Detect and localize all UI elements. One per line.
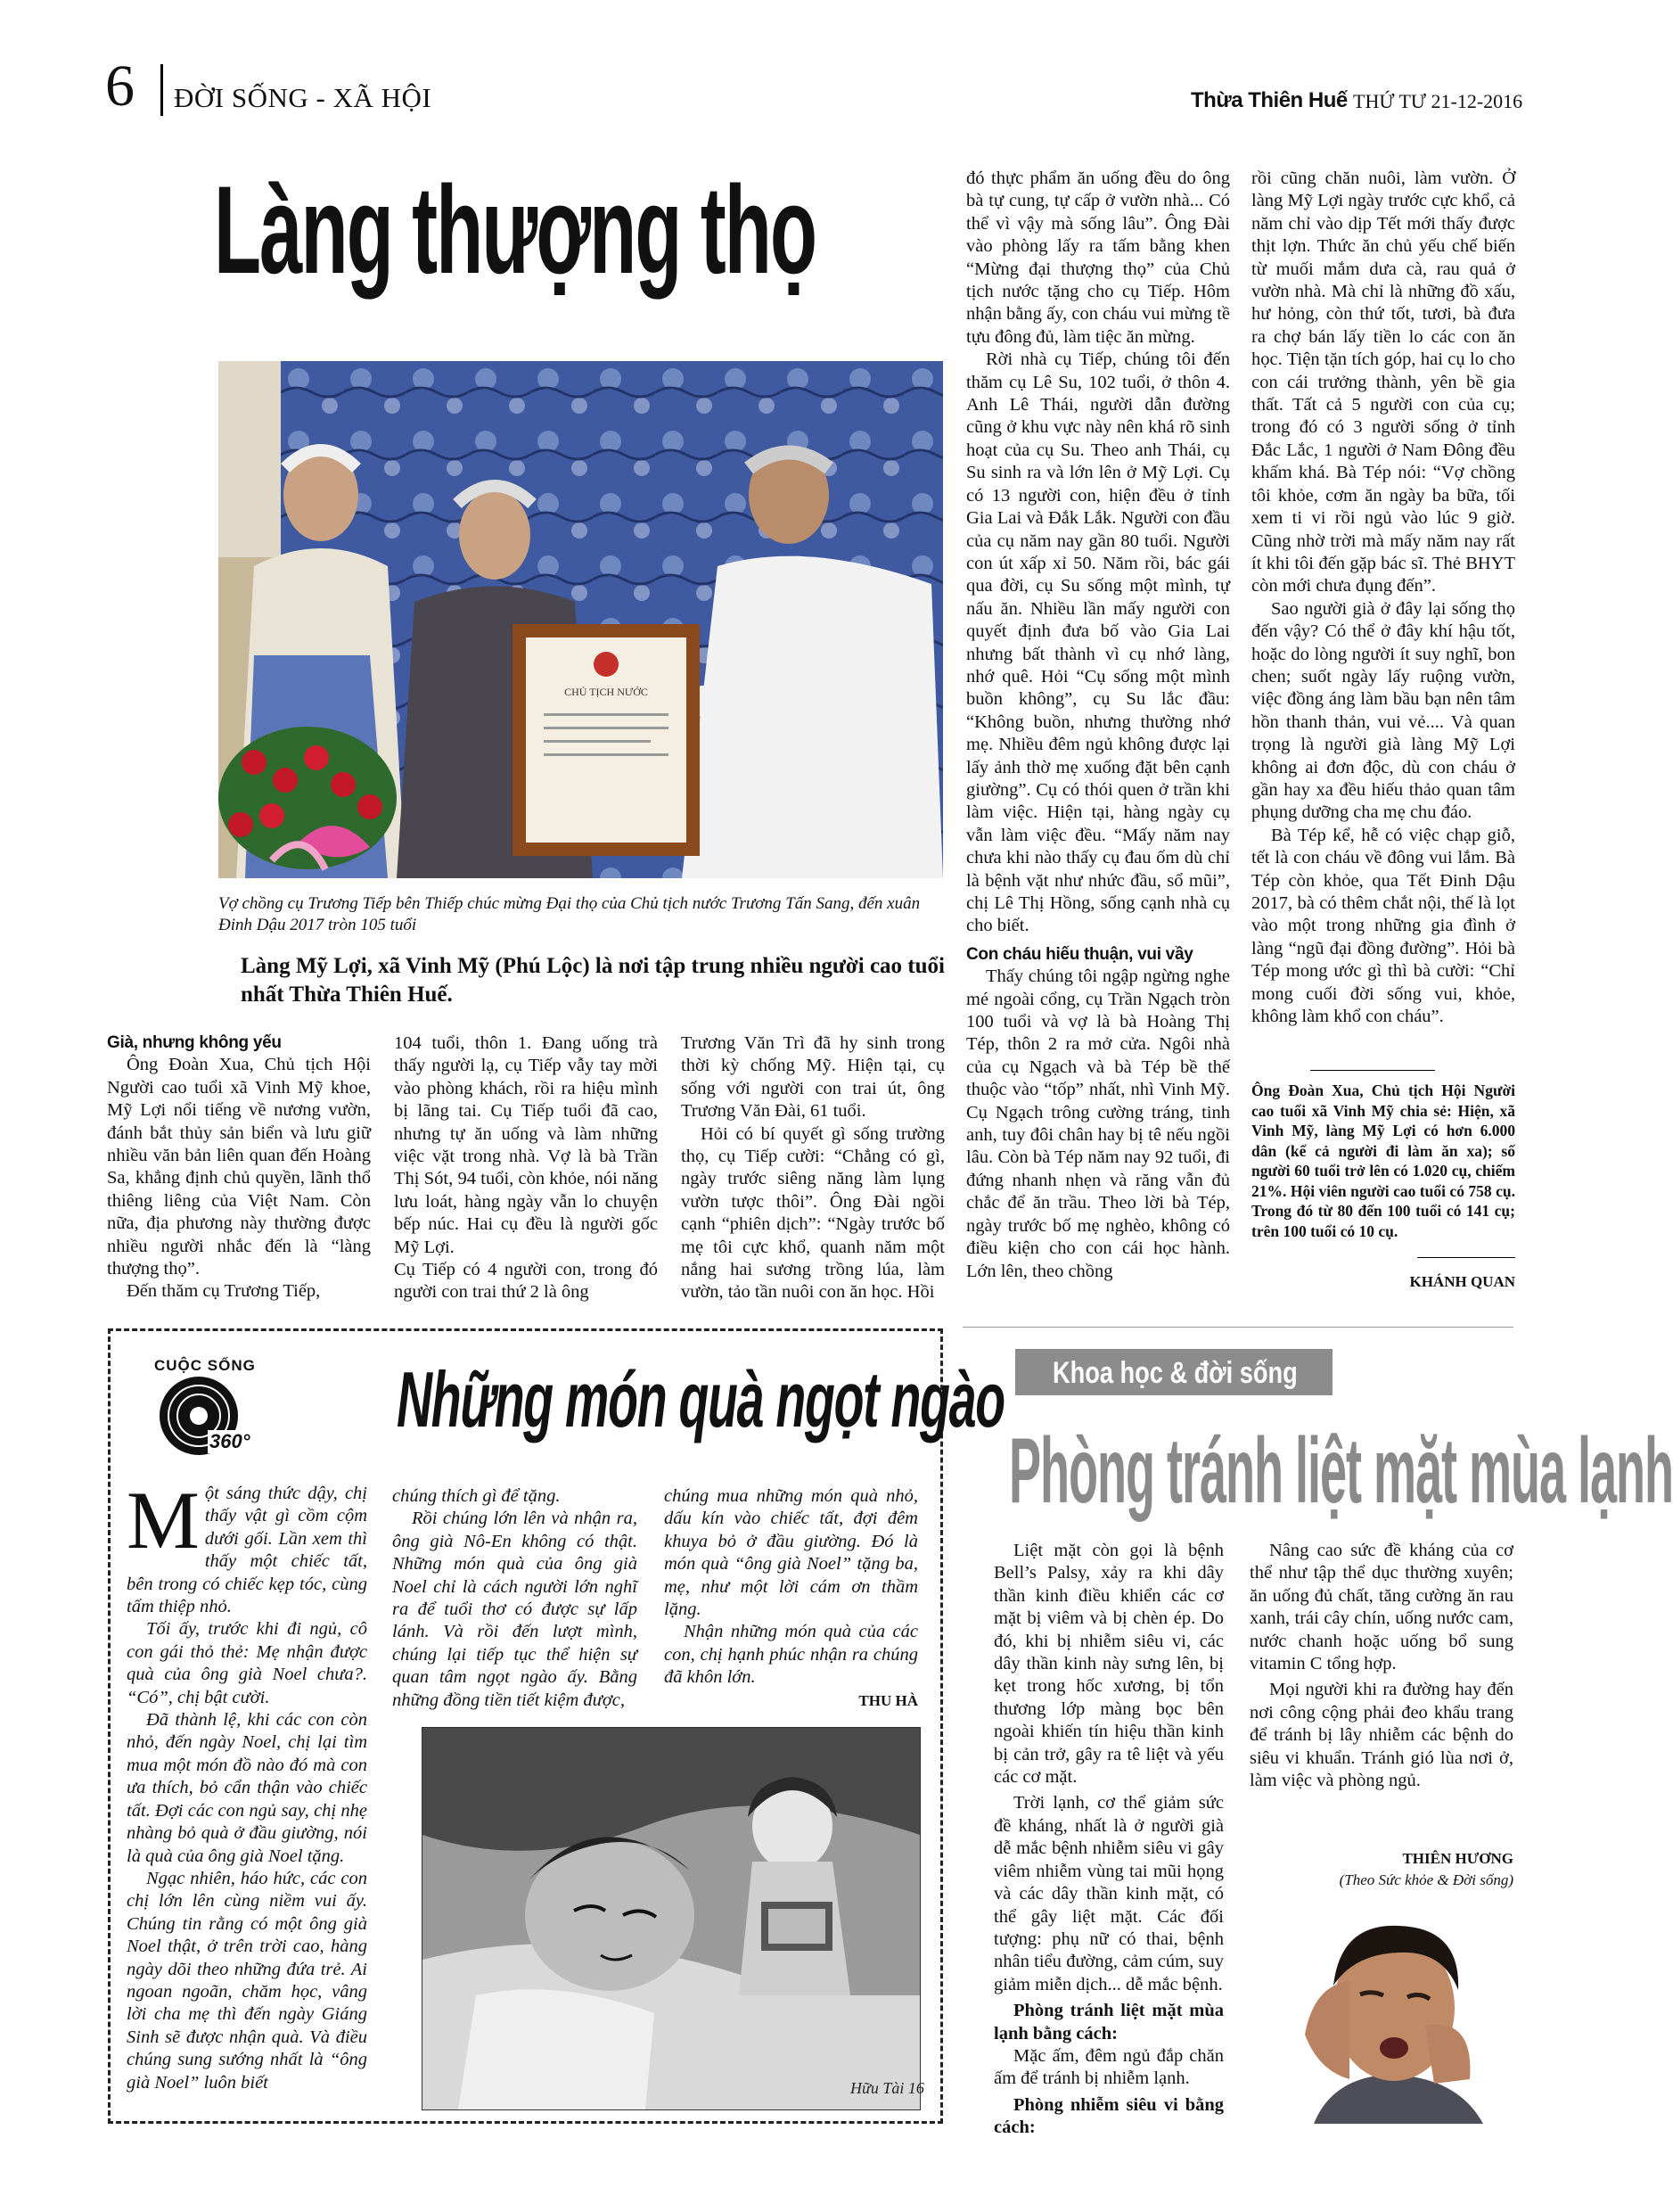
- logo-bottom-text: 360°: [209, 1430, 250, 1452]
- logo-top-text: CUỘC SỐNG: [154, 1357, 256, 1374]
- elderly-couple-photo: [218, 361, 943, 878]
- science-title: Phòng tránh liệt mặt mùa lạnh: [1009, 1419, 1673, 1523]
- lead-paragraph: Làng Mỹ Lợi, xã Vinh Mỹ (Phú Lộc) là nơi tập trung nhiều người cao tuổi nhất Thừa Thiên Huế.: [241, 954, 945, 1007]
- mother-child-illustration: [422, 1728, 924, 2109]
- section-label-text: Khoa học & đời sống: [1053, 1356, 1298, 1390]
- bold-heading: Phòng nhiễm siêu vi bằng cách:: [994, 2094, 1224, 2138]
- drop-cap: M: [127, 1475, 200, 1566]
- paragraph: Rồi chúng lớn lên và nhận ra, ông già Nô-En không có thật. Những món quà của ông già Noel chỉ là cách người lớn nghĩ ra để tuổi thơ có được sự lấp lánh. Và rồi đến lượt mình, chúng lại tiếp tục thể hiện sự quan tâm ngọt ngào ấy. Bằng những đồng tiền tiết kiệm được,: [392, 1509, 637, 1710]
- paragraph: 104 tuổi, thôn 1. Đang uống trà thấy người lạ, cụ Tiếp vẫy tay mời vào phòng khách, rồi ra hiệu mình bị lãng tai. Cụ Tiếp tuổi đã cao, nhưng tự ăn uống và làm những việc vặt trong nhà. Vợ là bà Trần Thị Sót, 94 tuổi, còn khỏe, nói năng lưu loát, hàng ngày vẫn lo chuyện bếp núc. Hai cụ đều là người gốc Mỹ Lợi.: [394, 1033, 658, 1257]
- story-title: Những món quà ngọt ngào: [397, 1355, 1005, 1443]
- main-col-5: [1251, 168, 1515, 1028]
- main-photo: [218, 361, 943, 878]
- paragraph: Tối ấy, trước khi đi ngủ, cô con gái thỏ thẻ: Mẹ nhận được quà của ông già Noel chưa?. “Có”, chị bật cười.: [127, 1619, 367, 1707]
- science-source: (Theo Sức khỏe & Đời sống): [1339, 1871, 1513, 1888]
- paragraph: Mặc ấm, đêm ngủ đắp chăn ấm để tránh bị nhiễm lạnh.: [994, 2045, 1224, 2089]
- science-photo: [1251, 1901, 1515, 2124]
- page-header: [0, 0, 1606, 120]
- paragraph: Ngạc nhiên, háo hức, các con chị lớn lên cùng niềm vui ấy. Chúng tin rằng có một ông già Noel thật, ở trên trời cao, hàng ngày dõi theo những đứa trẻ. Ai ngoan ngoãn, chăm học, vâng lời cha mẹ thì đến ngày Giáng Sinh sẽ được nhận quà. Và điều chúng sung sướng nhất là “ông già Noel” luôn biết: [127, 1868, 367, 2093]
- science-author: THIÊN HƯƠNG: [1402, 1850, 1513, 1867]
- paragraph: Hỏi có bí quyết gì sống trường thọ, cụ Tiếp cười: “Chẳng có gì, ngày trước siêng năng làm lụng vườn tược thôi”. Ông Đài ngồi cạnh “phiên dịch”: “Ngày trước bố mẹ tôi cực khổ, quanh năm một nắng hai sương trồng lúa, làm vườn, tảo tần nuôi con ăn học. Hồi: [681, 1123, 945, 1303]
- paragraph: đó thực phẩm ăn uống đều do ông bà tự cung, tự cấp ở vườn nhà... Có thể vì vậy mà sống lâu”. Ông Đài vào phòng lấy ra tấm bằng khen “Mừng đại thượng thọ” của Chủ tịch nước tặng cho cụ Tiếp. Hôm nhận bằng ấy, con cháu vui mừng tề tựu đông đủ, làm tiệc ăn mừng.: [966, 169, 1230, 347]
- page-number: 6: [105, 53, 135, 119]
- paragraph: chúng thích gì để tặng.: [392, 1486, 561, 1506]
- paragraph: rồi cũng chăn nuôi, làm vườn. Ở làng Mỹ Lợi ngày trước cực khổ, cả năm chỉ vào dịp Tết mới thấy được thịt lợn. Thức ăn chủ yếu chế biến từ muối mắm dưa cà, rau quả ở vườn nhà. Mà chỉ là những đồ xấu, hư hỏng, còn thứ tốt, tươi, bà đưa ra chợ bán lấy tiền lo các con ăn học. Tiện tặn tích góp, hai cụ lo cho con cái trưởng thành, yên bề gia thất. Tất cả 5 người con của cụ; trong đó có 3 người sống ở tỉnh Đắc Lắc, 1 người ở Nam Đông đều khấm khá. Bà Tép nói: “Vợ chồng tôi khỏe, cơm ăn ngày ba bữa, tối xem ti vi rồi ngủ vào lúc 9 giờ. Cũng nhờ trời mà mấy năm nay rất ít khi tôi đến gặp bác sĩ. Thẻ BHYT còn mới chưa đụng đến”.: [1251, 169, 1515, 596]
- bold-heading: Phòng tránh liệt mặt mùa lạnh bằng cách:: [994, 2001, 1224, 2043]
- story-col-3: [664, 1485, 918, 1690]
- story-col-2: [392, 1485, 637, 1712]
- photo-caption: Vợ chồng cụ Trương Tiếp bên Thiếp chúc mừng Đại thọ của Chủ tịch nước Trương Tấn Sang, đến xuân Đinh Dậu 2017 tròn 105 tuổi: [218, 894, 921, 934]
- section-divider: [963, 1327, 1513, 1328]
- main-headline: Làng thượng thọ: [214, 160, 816, 300]
- story-illustration: [422, 1727, 924, 2110]
- science-col-1: [994, 1540, 1224, 2140]
- paragraph: Nâng cao sức đề kháng của cơ thể như tập thể dục thường xuyên; ăn uống đủ chất, tăng cường ăn rau xanh, trái cây chín, uống nước cam, nước chanh hoặc uống bổ sung vitamin C tổng hợp.: [1250, 1541, 1513, 1674]
- paragraph: Trời lạnh, cơ thể giảm sức đề kháng, nhất là ở người già dễ mắc bệnh nhiễm siêu vi gây viêm nhiễm vùng tai mũi họng và các dây thần kinh mặt, có thể gây liệt mặt. Các đối tượng: phụ nữ có thai, bệnh nhân tiểu đường, cảm cúm, suy giảm miễn dịch... dễ mắc bệnh.: [994, 1793, 1224, 1994]
- main-col-4: [966, 168, 1230, 1283]
- certificate-heading: CHỦ TỊCH NƯỚC: [564, 686, 648, 698]
- sidebar-rule-bottom: [1417, 1257, 1515, 1258]
- story-first-paragraph: [127, 1475, 367, 1618]
- paragraph: Bà Tép kể, hễ có việc chạp giỗ, tết là con cháu về đông vui lắm. Bà Tép còn khỏe, qua Tết Đinh Dậu 2017, bà có thêm chắt nội, thế là lọt vào một trong những gia đình ở làng “ngũ đại đồng đường”. Hỏi bà Tép mong ước gì thì bà cười: “Chỉ mong cuối đời sống vui, khỏe, không làm khổ con cháu”.: [1251, 825, 1515, 1027]
- story-col-1: [127, 1475, 367, 2094]
- paragraph: Rời nhà cụ Tiếp, chúng tôi đến thăm cụ Lê Su, 102 tuổi, ở thôn 4. Anh Lê Thái, người dẫn đường cũng ở khu vực này nên khá rõ sinh hoạt của cụ Su. Theo anh Thái, cụ Su sinh ra và lớn lên ở Mỹ Lợi. Cụ có 13 người con, hiện đều ở tỉnh Gia Lai và Đắk Lắk. Người con đầu của cụ năm nay gần 80 tuổi. Người con út xấp xỉ 50. Năm rồi, bác gái qua đời, cụ Su sống một mình, tự nấu ăn. Nhiều lần mấy người con quyết định đưa bố vào Gia Lai nhưng bất thành vì cụ nhớ làng, nhớ quê. Hỏi “Cụ sống một mình buồn không”, cụ Su lắc đầu: “Không buồn, nhưng thường nhớ mẹ. Nhiều đêm ngủ không được lại lấy ảnh thờ mẹ xuống đặt bên cạnh giường”. Cụ có thói quen ở trần khi làm việc. Hiện tại, hàng ngày cụ vẫn làm việc đều. “Mấy năm nay chưa khi nào thấy cụ đau ốm dù chỉ là bệnh vặt như nhức đầu, sổ mũi”, chị Lê Thị Hồng, sống cạnh nhà cụ cho biết.: [966, 349, 1230, 936]
- paragraph-text: ột sáng thức dậy, chị thấy vật gì cồm cộm dưới gối. Lần xem thì thấy một chiếc tất, bên trong có chiếc kẹp tóc, cùng tấm thiệp nhỏ.: [127, 1484, 367, 1617]
- illustration-signature: Hữu Tài 16: [850, 2079, 924, 2097]
- section-title: ĐỜI SỐNG - XÃ HỘI: [174, 82, 432, 113]
- newspaper-name: Thừa Thiên Huế: [1191, 88, 1348, 112]
- header-divider: [160, 64, 163, 116]
- sidebar-rule: [1310, 1070, 1435, 1071]
- paragraph: Ông Đoàn Xua, Chủ tịch Hội Người cao tuổi xã Vinh Mỹ khoe, Mỹ Lợi nổi tiếng về nương vườn, đánh bắt thủy sản biển và lưu giữ nhiều văn bản liên quan đến Hoàng Sa, khẳng định chủ quyền, lãnh thổ thiêng liêng của Việt Nam. Còn nữa, địa phương này thường được nhiều người nhắc đến là “làng thượng thọ”.: [107, 1055, 371, 1279]
- paragraph: Cụ Tiếp có 4 người con, trong đó người con trai thứ 2 là ông: [394, 1260, 658, 1303]
- paragraph: Sao người già ở đây lại sống thọ đến vậy? Có thể ở đây khí hậu tốt, hoặc do lòng người ít suy nghĩ, bon chen; suốt ngày lấy ruộng vườn, việc đồng áng làm bầu bạn nên tâm hồn thanh thản, vui vẻ.... Và quan trọng là người già làng Mỹ Lợi không ai đơn độc, dù con cháu ở gần hay xa đều hiếu thảo quan tâm phụng dưỡng cha mẹ chu đáo.: [1251, 598, 1515, 823]
- main-col-3: [681, 1032, 945, 1304]
- paragraph: chúng mua những món quà nhỏ, dấu kín vào chiếc tất, đợi đêm khuya bỏ ở đầu giường. Đó là món quà “ông già Noel” tặng ba, mẹ, như một lời cám ơn thầm lặng.: [664, 1486, 918, 1620]
- toothache-man-photo: [1251, 1901, 1515, 2124]
- paragraph: Đến thăm cụ Trương Tiếp,: [127, 1281, 321, 1302]
- science-section-label: [1015, 1349, 1333, 1395]
- main-col-1: [107, 1032, 371, 1303]
- main-col-2: [394, 1032, 658, 1304]
- science-col-2: [1250, 1540, 1513, 1792]
- story-author: THU HÀ: [858, 1692, 918, 1709]
- paragraph: Mọi người khi ra đường hay đến nơi công cộng phải đeo khẩu trang để tránh bị lây nhiễm các bệnh do siêu vi khuẩn. Tránh gió lùa nơi ở, làm việc và phòng ngủ.: [1250, 1680, 1513, 1791]
- flower-bouquet: [218, 727, 397, 869]
- paragraph: Liệt mặt còn gọi là bệnh Bell’s Palsy, xảy ra khi dây thần kinh điều khiển các cơ mặt bị viêm và bị chèn ép. Do đó, khi bị nhiễm siêu vi, các dây thần kinh này sưng lên, bị kẹt trong hốc xương, bị tổn thương lớp màng bọc bên ngoài khiến tín hiệu thần kinh bị cản trở, gây ra tê liệt và yếu các cơ mặt.: [994, 1541, 1224, 1788]
- subhead-strong: Già, nhưng không yếu: [107, 1033, 282, 1052]
- main-author: KHÁNH QUAN: [1409, 1273, 1515, 1290]
- paragraph: Trương Văn Trì đã hy sinh trong thời kỳ chống Mỹ. Hiện tại, cụ sống với người con trai út, ông Trương Văn Đài, 61 tuổi.: [681, 1033, 945, 1122]
- issue-date: THỨ TƯ 21-12-2016: [1353, 90, 1523, 112]
- sidebar-fact-box: Ông Đoàn Xua, Chủ tịch Hội Người cao tuổi xã Vinh Mỹ chia sẻ: Hiện, xã Vinh Mỹ, làng Mỹ Lợi có hơn 6.000 dân (kể cả người đi làm ăn xa); số người 60 tuổi trở lên có 1.020 cụ, chiếm 21%. Hội viên người cao tuổi có 758 cụ. Trong đó từ 80 đến 100 tuổi có 141 cụ; trên 100 tuổi có 10 cụ.: [1251, 1081, 1515, 1240]
- cuoc-song-logo: [154, 1357, 263, 1460]
- paragraph: Thấy chúng tôi ngập ngừng nghe mé ngoài cổng, cụ Trần Ngạch tròn 100 tuổi và vợ là bà Hoàng Thị Tép, thôn 2 ra mở cửa. Ngôi nhà của cụ Ngạch và bà Tép bề thế thuộc vào “tốp” nhất, nhì Vinh Mỹ. Cụ Ngạch trông cường tráng, tinh anh, tuy đôi chân hay bị tê nếu ngồi lâu. Còn bà Tép năm nay 92 tuổi, đi đứng nhanh nhẹn và răng vẫn đủ chắc để ăn trầu. Theo lời bà Tép, ngày trước bố mẹ nghèo, không có điều kiện cho con cái học hành. Lớn lên, theo chồng: [966, 966, 1230, 1281]
- paragraph: Đã thành lệ, khi các con còn nhỏ, đến ngày Noel, chị lại tìm mua một món đồ nào đó mà con ưa thích, bỏ cẩn thận vào chiếc tất. Đợi các con ngủ say, chị nhẹ nhàng bỏ quà ở đầu giường, nói là quà của ông già Noel tặng.: [127, 1710, 367, 1866]
- paragraph: Nhận những món quà của các con, chị hạnh phúc nhận ra chúng đã khôn lớn.: [664, 1622, 918, 1688]
- subhead-family: Con cháu hiếu thuận, vui vầy: [966, 944, 1193, 964]
